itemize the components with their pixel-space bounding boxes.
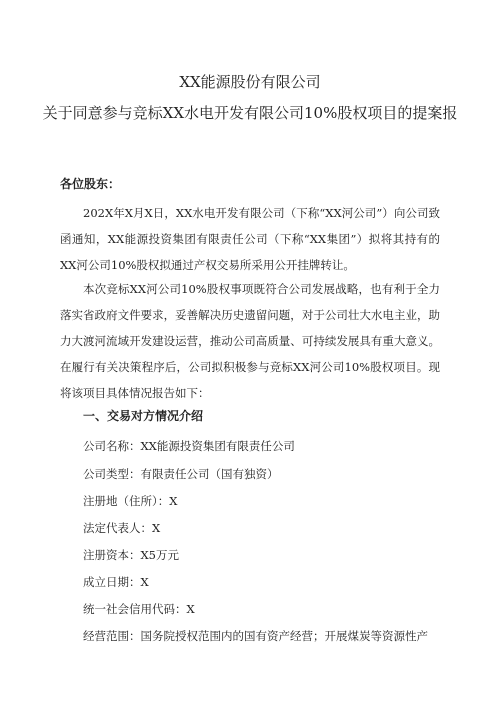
body-paragraph: 202X年X月X日，XX水电开发有限公司（下称“XX河公司”）向公司致函通知，XX能源投资集团有限责任公司（下称“XX集团”）拟将其持有的XX河公司10%股权拟通过产权交易所采用公开挂牌转让。 [60, 206, 440, 272]
salutation: 各位股东： [60, 177, 121, 191]
info-line-company-type: 公司类型：有限责任公司（国有独资） [83, 467, 279, 481]
section-heading: 一、交易对方情况介绍 [83, 409, 204, 423]
info-line-business-scope: 经营范围：国务院授权范围内的国有资产经营；开展煤炭等资源性产 [83, 629, 428, 643]
info-line-company-name: 公司名称：XX能源投资集团有限责任公司 [83, 439, 295, 453]
info-line-credit-code: 统一社会信用代码：X [83, 602, 195, 616]
company-title: XX能源股份有限公司 [179, 73, 321, 91]
info-line-legal-representative: 法定代表人：X [83, 521, 161, 535]
info-line-establish-date: 成立日期：X [83, 575, 149, 589]
info-line-registered-capital: 注册资本：X5万元 [83, 548, 180, 562]
report-title: 关于同意参与竞标XX水电开发有限公司10%股权项目的提案报 [42, 104, 458, 122]
info-line-registered-address: 注册地（住所）：X [83, 494, 178, 508]
body-paragraph: 本次竞标XX河公司10%股权事项既符合公司发展战略，也有利于全力落实省政府文件要求，妥善解决历史遗留问题，对于公司壮大水电主业，助力大渡河流域开发建设运营，推动公司高质量、可持续发展具有重大意义。在履行有关决策程序后，公司拟积极参与竞标XX河公司10%股权项目。现将该项目具体情况报告如下： [60, 282, 440, 400]
